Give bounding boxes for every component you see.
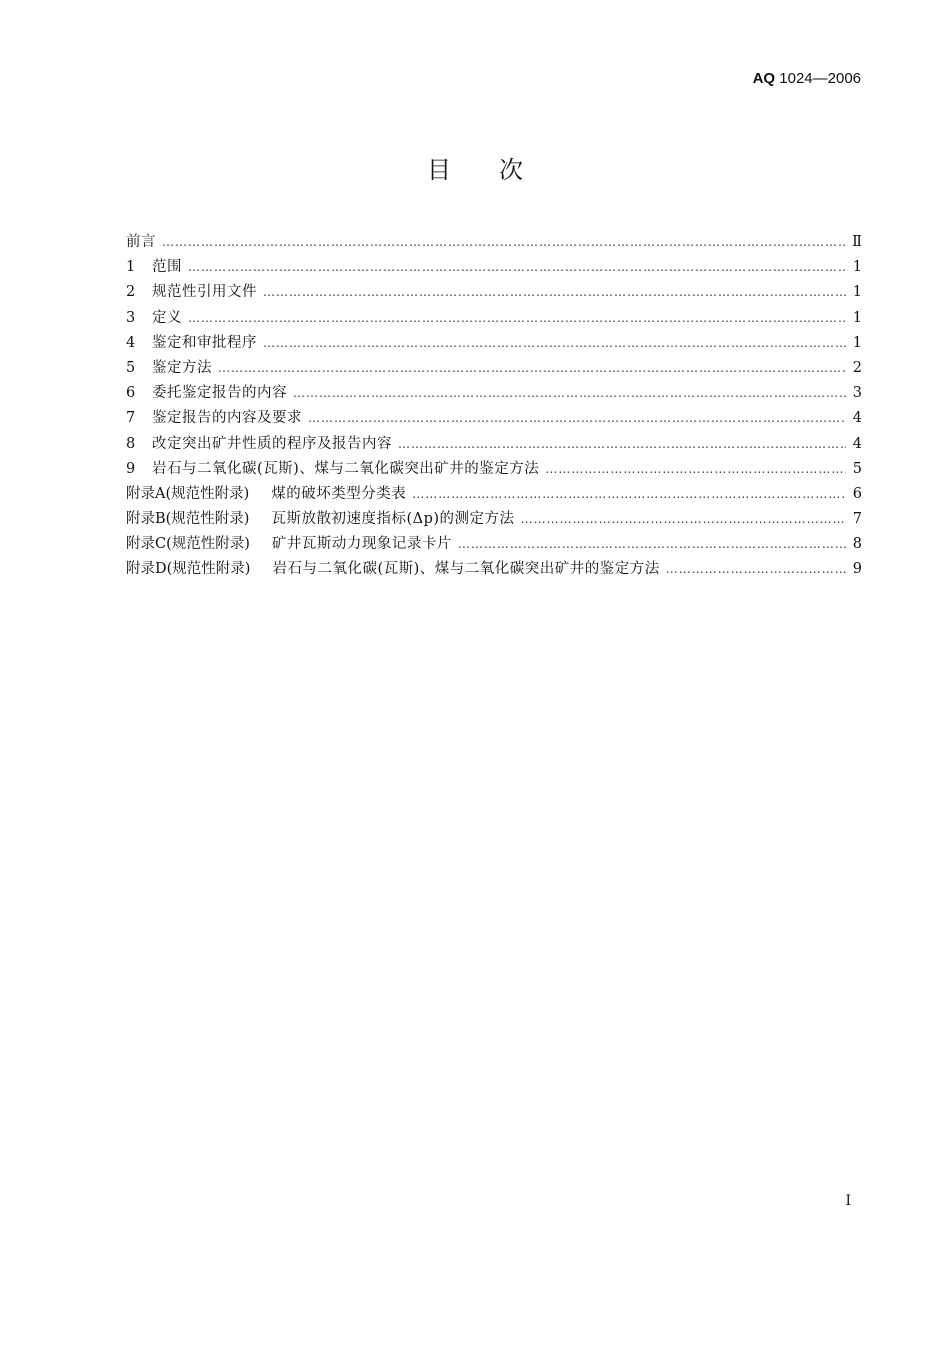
toc-entry-label: 范围 bbox=[152, 259, 182, 276]
toc-entry-number: 附录C(规范性附录) bbox=[126, 536, 250, 553]
toc-entry-label: 岩石与二氧化碳(瓦斯)、煤与二氧化碳突出矿井的鉴定方法 bbox=[272, 561, 660, 578]
toc-leader-dots bbox=[263, 285, 846, 299]
toc-entry-page: 5 bbox=[852, 460, 862, 477]
standard-code-number: 1024—2006 bbox=[775, 70, 861, 87]
toc-entry-number: 2 bbox=[126, 284, 136, 301]
toc-entry-page: 7 bbox=[852, 511, 862, 528]
toc-leader-dots bbox=[412, 487, 846, 501]
table-of-contents bbox=[126, 230, 862, 583]
toc-entry[interactable] bbox=[126, 381, 862, 406]
toc-entry-number: 附录D(规范性附录) bbox=[126, 561, 251, 578]
toc-entry[interactable] bbox=[126, 331, 862, 356]
toc-entry-number: 4 bbox=[126, 334, 136, 351]
toc-entry-number: 9 bbox=[126, 460, 136, 477]
page-title bbox=[0, 150, 950, 185]
toc-entry-number: 1 bbox=[126, 259, 136, 276]
toc-leader-dots bbox=[162, 235, 846, 249]
toc-entry-number: 8 bbox=[126, 435, 136, 452]
toc-entry-page: 1 bbox=[852, 259, 862, 276]
toc-entry-number: 3 bbox=[126, 309, 136, 326]
toc-leader-dots bbox=[188, 311, 846, 325]
toc-entry[interactable] bbox=[126, 406, 862, 431]
page-title-char-1: 目 bbox=[427, 156, 451, 184]
toc-leader-dots bbox=[188, 260, 846, 274]
toc-entry-page: 6 bbox=[852, 485, 862, 502]
toc-entry-page: 1 bbox=[852, 284, 862, 301]
toc-entry-page: 2 bbox=[852, 359, 862, 376]
toc-entry[interactable] bbox=[126, 557, 862, 582]
toc-entry-label: 定义 bbox=[152, 309, 182, 326]
toc-leader-dots bbox=[398, 437, 846, 451]
toc-entry[interactable] bbox=[126, 507, 862, 532]
toc-leader-dots bbox=[458, 537, 846, 551]
toc-entry[interactable] bbox=[126, 306, 862, 331]
toc-leader-dots bbox=[293, 386, 846, 400]
toc-entry[interactable] bbox=[126, 457, 862, 482]
toc-entry-page: 8 bbox=[852, 536, 862, 553]
toc-entry[interactable] bbox=[126, 356, 862, 381]
toc-entry-label: 鉴定和审批程序 bbox=[152, 334, 257, 351]
toc-entry[interactable] bbox=[126, 280, 862, 305]
toc-leader-dots bbox=[263, 336, 846, 350]
toc-entry-page: 1 bbox=[852, 334, 862, 351]
toc-entry-label: 鉴定报告的内容及要求 bbox=[152, 410, 302, 427]
standard-code-prefix: AQ bbox=[752, 70, 776, 87]
toc-entry[interactable] bbox=[126, 230, 862, 255]
toc-entry-label: 岩石与二氧化碳(瓦斯)、煤与二氧化碳突出矿井的鉴定方法 bbox=[152, 460, 540, 477]
toc-entry-label: 瓦斯放散初速度指标(Δp)的测定方法 bbox=[271, 511, 515, 528]
toc-leader-dots bbox=[521, 512, 846, 526]
toc-entry[interactable] bbox=[126, 532, 862, 557]
page-folio: Ⅰ bbox=[845, 1193, 851, 1209]
toc-entry-page: 4 bbox=[852, 435, 862, 452]
toc-entry[interactable] bbox=[126, 482, 862, 507]
toc-entry[interactable] bbox=[126, 432, 862, 457]
toc-entry[interactable] bbox=[126, 255, 862, 280]
toc-entry-label: 煤的破坏类型分类表 bbox=[271, 485, 407, 502]
toc-entry-label: 鉴定方法 bbox=[152, 359, 212, 376]
toc-entry-page: Ⅱ bbox=[852, 234, 862, 250]
toc-entry-page: 4 bbox=[852, 410, 862, 427]
toc-leader-dots bbox=[545, 462, 846, 476]
toc-leader-dots bbox=[308, 411, 846, 425]
toc-entry-label: 矿井瓦斯动力现象记录卡片 bbox=[271, 536, 452, 553]
toc-entry-number: 6 bbox=[126, 385, 136, 402]
toc-entry-number: 附录A(规范性附录) bbox=[126, 485, 250, 502]
toc-entry-label: 改定突出矿井性质的程序及报告内容 bbox=[152, 435, 392, 452]
toc-entry-number: 7 bbox=[126, 410, 136, 427]
toc-entry-number: 附录B(规范性附录) bbox=[126, 511, 250, 528]
toc-entry-page: 9 bbox=[852, 561, 862, 578]
toc-entry-label: 前言 bbox=[126, 234, 156, 250]
toc-leader-dots bbox=[666, 562, 846, 576]
toc-leader-dots bbox=[218, 361, 846, 375]
toc-entry-page: 3 bbox=[852, 385, 862, 402]
standard-code bbox=[753, 70, 861, 87]
toc-entry-page: 1 bbox=[852, 309, 862, 326]
page-title-char-2: 次 bbox=[499, 156, 523, 184]
toc-entry-label: 委托鉴定报告的内容 bbox=[152, 385, 287, 402]
toc-entry-label: 规范性引用文件 bbox=[152, 284, 257, 301]
toc-entry-number: 5 bbox=[126, 359, 136, 376]
